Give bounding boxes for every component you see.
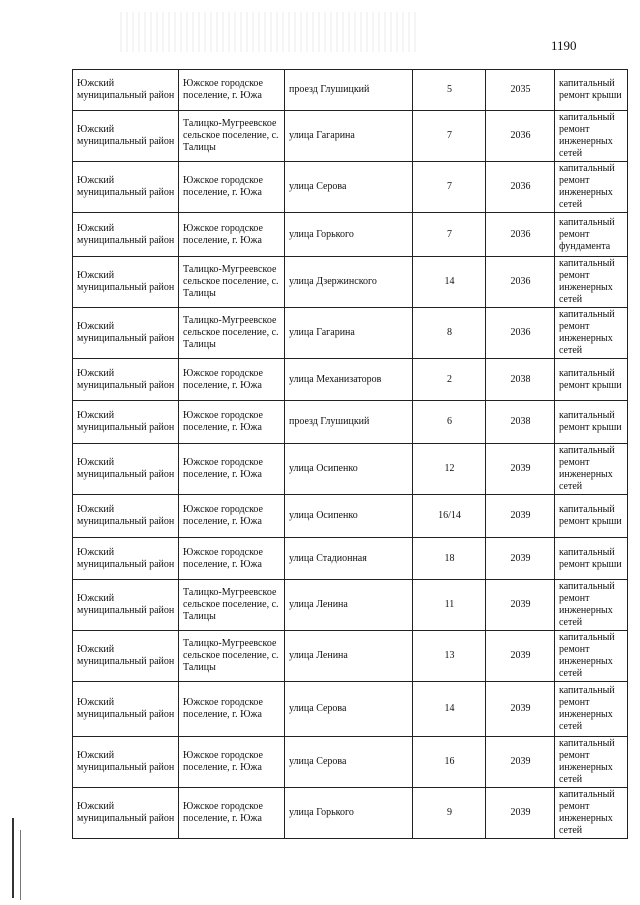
table-row (73, 111, 628, 162)
work-type-cell: капитальный ремонт инженерных сетей (555, 788, 628, 839)
street-cell: улица Горького (285, 213, 413, 257)
table-body (73, 70, 628, 839)
district-cell: Южский муниципальный район (73, 111, 179, 162)
page-number: 1190 (551, 38, 577, 53)
house-number-cell: 14 (413, 257, 486, 308)
work-type-cell: капитальный ремонт инженерных сетей (555, 631, 628, 682)
work-type-cell: капитальный ремонт фундамента (555, 213, 628, 257)
table-row (73, 737, 628, 788)
work-type-cell: капитальный ремонт крыши (555, 495, 628, 538)
year-cell: 2036 (486, 111, 555, 162)
settlement-cell: Южское городское поселение, г. Южа (179, 788, 285, 839)
house-number-cell: 8 (413, 308, 486, 359)
table-row (73, 70, 628, 111)
house-number-cell: 11 (413, 580, 486, 631)
year-cell: 2036 (486, 257, 555, 308)
district-cell: Южский муниципальный район (73, 162, 179, 213)
house-number-cell: 7 (413, 162, 486, 213)
year-cell: 2039 (486, 495, 555, 538)
year-cell: 2038 (486, 359, 555, 401)
street-cell: улица Серова (285, 162, 413, 213)
work-type-cell: капитальный ремонт инженерных сетей (555, 580, 628, 631)
settlement-cell: Южское городское поселение, г. Южа (179, 359, 285, 401)
table-row (73, 580, 628, 631)
house-number-cell: 12 (413, 444, 486, 495)
district-cell: Южский муниципальный район (73, 682, 179, 737)
year-cell: 2036 (486, 308, 555, 359)
street-cell: улица Ленина (285, 580, 413, 631)
house-number-cell: 7 (413, 111, 486, 162)
table-row (73, 359, 628, 401)
work-type-cell: капитальный ремонт инженерных сетей (555, 682, 628, 737)
street-cell: улица Серова (285, 737, 413, 788)
house-number-cell: 5 (413, 70, 486, 111)
year-cell: 2036 (486, 213, 555, 257)
street-cell: улица Дзержинского (285, 257, 413, 308)
street-cell: улица Гагарина (285, 111, 413, 162)
work-type-cell: капитальный ремонт крыши (555, 359, 628, 401)
settlement-cell: Южское городское поселение, г. Южа (179, 682, 285, 737)
house-number-cell: 18 (413, 538, 486, 580)
district-cell: Южский муниципальный район (73, 213, 179, 257)
year-cell: 2038 (486, 401, 555, 444)
settlement-cell: Южское городское поселение, г. Южа (179, 538, 285, 580)
year-cell: 2039 (486, 444, 555, 495)
table-row (73, 257, 628, 308)
street-cell: улица Механизаторов (285, 359, 413, 401)
street-cell: проезд Глушицкий (285, 70, 413, 111)
year-cell: 2036 (486, 162, 555, 213)
scan-noise (120, 12, 420, 52)
table-row (73, 495, 628, 538)
year-cell: 2039 (486, 580, 555, 631)
year-cell: 2035 (486, 70, 555, 111)
house-number-cell: 6 (413, 401, 486, 444)
district-cell: Южский муниципальный район (73, 538, 179, 580)
work-type-cell: капитальный ремонт крыши (555, 70, 628, 111)
district-cell: Южский муниципальный район (73, 308, 179, 359)
house-number-cell: 2 (413, 359, 486, 401)
district-cell: Южский муниципальный район (73, 70, 179, 111)
year-cell: 2039 (486, 788, 555, 839)
repair-schedule-table (72, 69, 628, 839)
house-number-cell: 16/14 (413, 495, 486, 538)
street-cell: улица Осипенко (285, 444, 413, 495)
work-type-cell: капитальный ремонт крыши (555, 401, 628, 444)
street-cell: улица Серова (285, 682, 413, 737)
district-cell: Южский муниципальный район (73, 788, 179, 839)
year-cell: 2039 (486, 737, 555, 788)
table-row (73, 213, 628, 257)
settlement-cell: Южское городское поселение, г. Южа (179, 70, 285, 111)
settlement-cell: Южское городское поселение, г. Южа (179, 737, 285, 788)
district-cell: Южский муниципальный район (73, 401, 179, 444)
year-cell: 2039 (486, 538, 555, 580)
district-cell: Южский муниципальный район (73, 359, 179, 401)
house-number-cell: 9 (413, 788, 486, 839)
table-row (73, 162, 628, 213)
settlement-cell: Талицко-Мугреевское сельское поселение, с. Талицы (179, 580, 285, 631)
settlement-cell: Талицко-Мугреевское сельское поселение, с. Талицы (179, 308, 285, 359)
table-row (73, 682, 628, 737)
settlement-cell: Талицко-Мугреевское сельское поселение, с. Талицы (179, 257, 285, 308)
house-number-cell: 14 (413, 682, 486, 737)
work-type-cell: капитальный ремонт инженерных сетей (555, 162, 628, 213)
settlement-cell: Южское городское поселение, г. Южа (179, 495, 285, 538)
table-row (73, 444, 628, 495)
house-number-cell: 7 (413, 213, 486, 257)
district-cell: Южский муниципальный район (73, 495, 179, 538)
street-cell: улица Горького (285, 788, 413, 839)
table-row (73, 538, 628, 580)
street-cell: проезд Глушицкий (285, 401, 413, 444)
settlement-cell: Талицко-Мугреевское сельское поселение, с. Талицы (179, 631, 285, 682)
district-cell: Южский муниципальный район (73, 631, 179, 682)
table-row (73, 631, 628, 682)
table-row (73, 308, 628, 359)
district-cell: Южский муниципальный район (73, 444, 179, 495)
street-cell: улица Гагарина (285, 308, 413, 359)
work-type-cell: капитальный ремонт инженерных сетей (555, 308, 628, 359)
district-cell: Южский муниципальный район (73, 257, 179, 308)
work-type-cell: капитальный ремонт крыши (555, 538, 628, 580)
work-type-cell: капитальный ремонт инженерных сетей (555, 444, 628, 495)
settlement-cell: Южское городское поселение, г. Южа (179, 162, 285, 213)
table-row (73, 788, 628, 839)
house-number-cell: 16 (413, 737, 486, 788)
work-type-cell: капитальный ремонт инженерных сетей (555, 111, 628, 162)
house-number-cell: 13 (413, 631, 486, 682)
street-cell: улица Осипенко (285, 495, 413, 538)
scan-edge-mark (12, 818, 14, 898)
work-type-cell: капитальный ремонт инженерных сетей (555, 737, 628, 788)
settlement-cell: Южское городское поселение, г. Южа (179, 213, 285, 257)
scan-edge-mark (20, 830, 21, 900)
work-type-cell: капитальный ремонт инженерных сетей (555, 257, 628, 308)
settlement-cell: Южское городское поселение, г. Южа (179, 444, 285, 495)
district-cell: Южский муниципальный район (73, 737, 179, 788)
year-cell: 2039 (486, 631, 555, 682)
table-row (73, 401, 628, 444)
street-cell: улица Стадионная (285, 538, 413, 580)
district-cell: Южский муниципальный район (73, 580, 179, 631)
settlement-cell: Талицко-Мугреевское сельское поселение, с. Талицы (179, 111, 285, 162)
year-cell: 2039 (486, 682, 555, 737)
street-cell: улица Ленина (285, 631, 413, 682)
settlement-cell: Южское городское поселение, г. Южа (179, 401, 285, 444)
